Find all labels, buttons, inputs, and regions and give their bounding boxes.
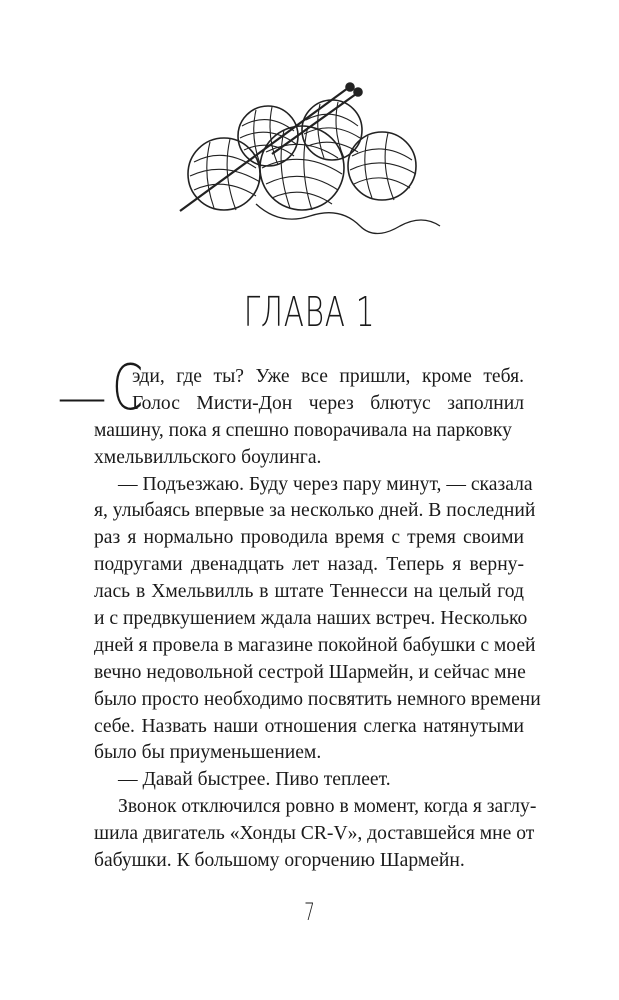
dropcap-dash: — (60, 374, 104, 419)
text-line: вечно недовольной сестрой Шармейн, и сейчас мне (94, 661, 526, 683)
yarn-balls-illustration (160, 76, 460, 246)
paragraph-4 (56, 794, 537, 875)
chapter-title: ГЛАВА 1 (243, 288, 376, 336)
text-line: и с предвкушением ждала наших встреч. Несколько (94, 608, 528, 630)
dropcap-letter: С (112, 351, 144, 424)
text-line: шила двигатель «Хонды CR-V», доставшейся мне от (94, 823, 535, 845)
text-line: я, улыбаясь впервые за несколько дней. В последний (94, 500, 536, 522)
text-line: эди, где ты? Уже все пришли, кроме тебя. (132, 366, 524, 387)
text-line: раз я нормально проводила время с тремя своими (94, 527, 524, 549)
text-line: бабушки. К большому огорчению Шармейн. (94, 850, 465, 872)
text-line: машину, пока я спешно поворачивала на парковку (94, 419, 512, 441)
text-line: себе. Назвать наши отношения слегка натянутыми (94, 715, 524, 737)
paragraph-2 (56, 472, 541, 768)
paragraph-1 (94, 364, 524, 418)
chapter-body (94, 364, 541, 875)
text-line: лась в Хмельвилль в штате Теннесси на целый год (94, 581, 524, 603)
paragraph-1-continued (56, 418, 524, 472)
text-line: Звонок отключился ровно в момент, когда я заглу- (118, 796, 537, 818)
text-line: — Давай быстрее. Пиво теплеет. (118, 769, 391, 791)
text-line: было бы приуменьшением. (94, 742, 322, 764)
yarn-balls-knitting-needles-icon (160, 76, 460, 246)
text-line: — Подъезжаю. Буду через пару минут, — сказала (118, 473, 533, 495)
text-line: подругами двенадцать лет назад. Теперь я верну- (94, 554, 524, 576)
text-line: хмельвилльского боулинга. (94, 446, 322, 468)
text-line: Голос Мисти-Дон через блютус заполнил (132, 392, 524, 414)
paragraph-3 (56, 767, 524, 794)
text-line: дней я провела в магазине покойной бабушки с моей (94, 634, 536, 656)
page-number: 7 (304, 898, 315, 926)
text-line: было просто необходимо посвятить немного времени (94, 688, 541, 710)
